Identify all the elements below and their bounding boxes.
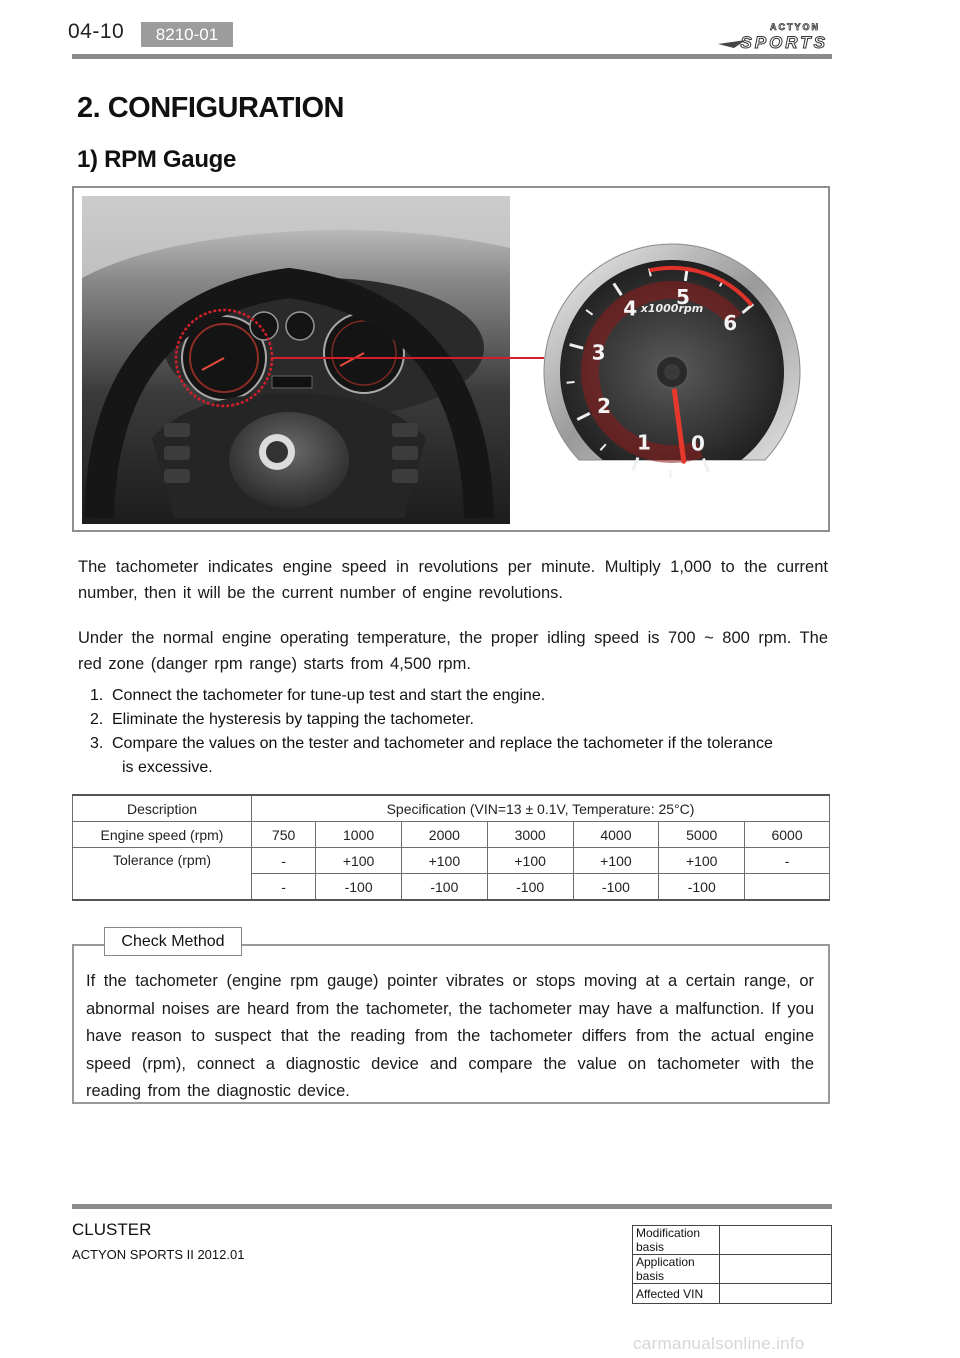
basis-label: Affected VIN xyxy=(633,1284,720,1304)
tick-label: 2 xyxy=(597,394,612,419)
step-text: is excessive. xyxy=(122,759,213,776)
brand-logo-main-text: SPORTS xyxy=(740,33,828,52)
table-row xyxy=(633,1284,832,1304)
tick-label: 0 xyxy=(691,431,705,456)
table-row xyxy=(633,1226,832,1255)
check-method-text: If the tachometer (engine rpm gauge) pointer vibrates or stops moving at a certain range, or abnormal noises are heard from the tachometer, the tachometer may have a malfunction. If you have reason to suspect that the reading from the tachometer differs from the actual engine speed (rpm), connect a diagnostic device and compare the value on tachometer with the reading from the diagnostic device. xyxy=(86,972,814,1100)
basis-value xyxy=(720,1284,832,1304)
page-number: 04-10 xyxy=(68,20,125,43)
main-heading: 2. CONFIGURATION xyxy=(77,92,344,124)
step-text: Eliminate the hysteresis by tapping the tachometer. xyxy=(112,711,474,728)
check-method-label: Check Method xyxy=(104,927,242,956)
basis-value xyxy=(720,1226,832,1255)
figure-illustration xyxy=(74,188,828,530)
step-text: Compare the values on the tester and tachometer and replace the tachometer if the tolerance xyxy=(112,735,773,752)
table-cell: -100 xyxy=(487,874,573,901)
table-row xyxy=(73,848,830,874)
table-cell: 6000 xyxy=(745,822,830,848)
step-continuation xyxy=(90,756,830,780)
table-cell: 1000 xyxy=(316,822,402,848)
minor-tick xyxy=(567,382,575,383)
section-code-badge: 8210-01 xyxy=(141,22,233,47)
table-cell: +100 xyxy=(487,848,573,874)
table-row xyxy=(73,795,830,822)
watermark: carmanualsonline.info xyxy=(633,1334,805,1353)
basis-value xyxy=(720,1255,832,1284)
table-header-cell: Description xyxy=(73,795,252,822)
table-cell: -100 xyxy=(659,874,745,901)
footer-rule xyxy=(72,1204,832,1209)
table-cell xyxy=(745,874,830,901)
row-label: Tolerance (rpm) xyxy=(73,848,252,901)
basis-label: Modification basis xyxy=(633,1226,720,1255)
step-number: 2. xyxy=(90,711,104,728)
table-cell: 4000 xyxy=(573,822,659,848)
table-cell: - xyxy=(745,848,830,874)
tachometer-unit-label: x1000rpm xyxy=(640,302,704,315)
procedure-steps xyxy=(90,684,830,780)
table-cell: - xyxy=(252,874,316,901)
spec-table xyxy=(72,794,830,901)
basis-table xyxy=(632,1225,832,1304)
table-header-cell: Specification (VIN=13 ± 0.1V, Temperature: 25°C) xyxy=(252,795,830,822)
tachometer-closeup xyxy=(544,244,800,478)
basis-label: Application basis xyxy=(633,1255,720,1284)
list-item xyxy=(90,732,830,756)
table-cell: -100 xyxy=(573,874,659,901)
table-cell: +100 xyxy=(659,848,745,874)
table-cell: +100 xyxy=(573,848,659,874)
row-label: Engine speed (rpm) xyxy=(73,822,252,848)
header-rule xyxy=(72,54,832,59)
footer-model: ACTYON SPORTS II 2012.01 xyxy=(72,1247,245,1262)
step-number: 1. xyxy=(90,687,104,704)
tick-label: 3 xyxy=(591,340,606,365)
table-cell: 5000 xyxy=(659,822,745,848)
table-cell: +100 xyxy=(401,848,487,874)
table-cell: 2000 xyxy=(401,822,487,848)
table-row xyxy=(73,822,830,848)
brand-logo xyxy=(716,18,832,52)
table-cell: -100 xyxy=(316,874,402,901)
tick-label: 4 xyxy=(623,296,638,321)
sub-heading: 1) RPM Gauge xyxy=(77,146,237,173)
idle-speed-paragraph: Under the normal engine operating temperature, the proper idling speed is 700 ~ 800 rpm. The red zone (danger rpm range) starts from 4,500 rpm. xyxy=(78,629,828,673)
dashboard-photo xyxy=(82,196,510,524)
list-item xyxy=(90,684,830,708)
step-text: Connect the tachometer for tune-up test and start the engine. xyxy=(112,687,546,704)
table-row xyxy=(633,1255,832,1284)
table-cell: 3000 xyxy=(487,822,573,848)
table-cell: -100 xyxy=(401,874,487,901)
brand-logo-top-text: ACTYON xyxy=(770,22,820,32)
table-cell: 750 xyxy=(252,822,316,848)
tick-label: 1 xyxy=(636,430,651,455)
tick-label: 6 xyxy=(723,311,738,336)
tick-label: 5 xyxy=(676,284,690,309)
list-item xyxy=(90,708,830,732)
rpm-gauge-figure xyxy=(72,186,830,532)
table-cell: - xyxy=(252,848,316,874)
table-cell: +100 xyxy=(316,848,402,874)
step-number: 3. xyxy=(90,735,104,752)
footer-section-title: CLUSTER xyxy=(72,1220,152,1239)
intro-paragraph: The tachometer indicates engine speed in revolutions per minute. Multiply 1,000 to the current number, then it will be the current number of engine revolutions. xyxy=(78,558,828,602)
